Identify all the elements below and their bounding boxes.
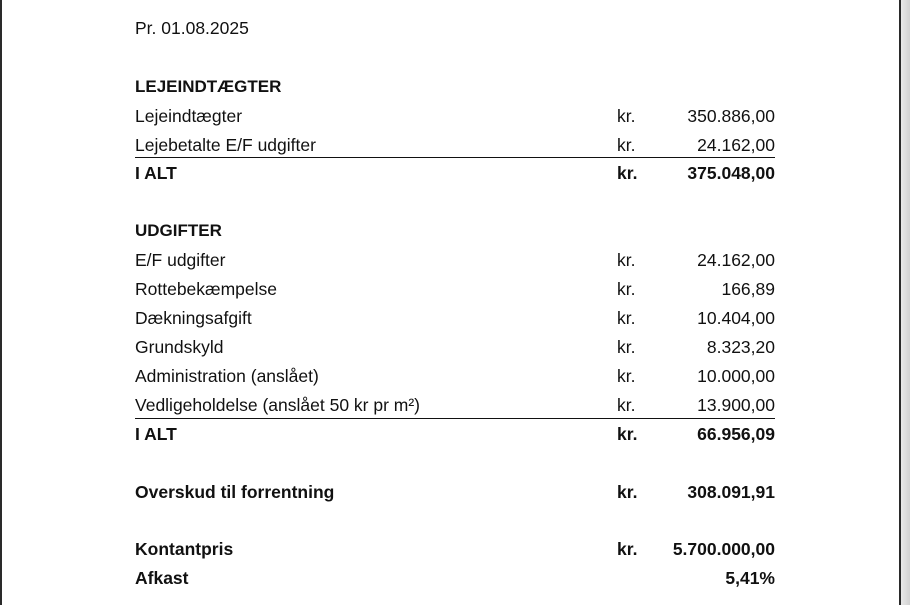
statement-date: Pr. 01.08.2025 <box>135 18 249 38</box>
window-edge <box>901 0 910 605</box>
expense-row-amount: 8.323,20 <box>706 337 775 357</box>
expenses-total-row <box>135 420 775 448</box>
income-row <box>135 131 775 159</box>
income-total-row <box>135 159 775 187</box>
income-total-label: I ALT <box>135 163 177 183</box>
expense-row <box>135 391 775 419</box>
currency-label: kr. <box>617 424 638 444</box>
income-row <box>135 102 775 130</box>
expense-row-label: Grundskyld <box>135 337 224 357</box>
income-row-amount: 350.886,00 <box>687 106 775 126</box>
expense-row-label: Administration (anslået) <box>135 366 319 386</box>
expense-row-amount: 13.900,00 <box>697 395 775 415</box>
income-heading: LEJEINDTÆGTER <box>135 77 282 96</box>
expense-row-label: Vedligeholdelse (anslået 50 kr pr m²) <box>135 395 421 415</box>
expenses-heading-row <box>135 217 775 245</box>
currency-label: kr. <box>617 308 636 328</box>
rental-calculation-sheet <box>135 0 785 605</box>
income-row-label: Lejebetalte E/F udgifter <box>135 135 316 155</box>
yield-row <box>135 564 775 592</box>
expenses-total-amount: 66.956,09 <box>697 424 775 444</box>
income-row-label: Lejeindtægter <box>135 106 243 126</box>
expense-row-amount: 166,89 <box>721 279 775 299</box>
expense-row-amount: 10.404,00 <box>697 308 775 328</box>
expense-row <box>135 333 775 361</box>
income-total-amount: 375.048,00 <box>687 163 775 183</box>
expense-row <box>135 275 775 303</box>
surplus-row <box>135 478 775 506</box>
expenses-total-label: I ALT <box>135 424 177 444</box>
yield-value: 5,41% <box>725 568 775 588</box>
income-row-amount: 24.162,00 <box>697 135 775 155</box>
currency-label: kr. <box>617 106 636 126</box>
expense-row-amount: 24.162,00 <box>697 250 775 270</box>
cash-price-amount: 5.700.000,00 <box>672 539 775 559</box>
currency-label: kr. <box>617 366 636 386</box>
currency-label: kr. <box>617 482 638 502</box>
expense-row-label: E/F udgifter <box>135 250 226 270</box>
income-heading-row <box>135 73 775 101</box>
expense-row-label: Dækningsafgift <box>135 308 252 328</box>
surplus-label: Overskud til forrentning <box>135 482 335 502</box>
cash-price-row <box>135 535 775 563</box>
currency-label: kr. <box>617 250 636 270</box>
surplus-amount: 308.091,91 <box>687 482 775 502</box>
currency-label: kr. <box>617 279 636 299</box>
currency-label: kr. <box>617 337 636 357</box>
expenses-total-divider <box>135 418 775 419</box>
cash-price-label: Kontantpris <box>135 539 234 559</box>
expense-row-label: Rottebekæmpelse <box>135 279 278 299</box>
currency-label: kr. <box>617 163 638 183</box>
currency-label: kr. <box>617 539 638 559</box>
expense-row-amount: 10.000,00 <box>697 366 775 386</box>
expense-row <box>135 362 775 390</box>
yield-label: Afkast <box>135 568 189 588</box>
currency-label: kr. <box>617 135 636 155</box>
expense-row <box>135 246 775 274</box>
currency-label: kr. <box>617 395 636 415</box>
expenses-heading: UDGIFTER <box>135 221 222 240</box>
expense-row <box>135 304 775 332</box>
income-total-divider <box>135 157 775 158</box>
